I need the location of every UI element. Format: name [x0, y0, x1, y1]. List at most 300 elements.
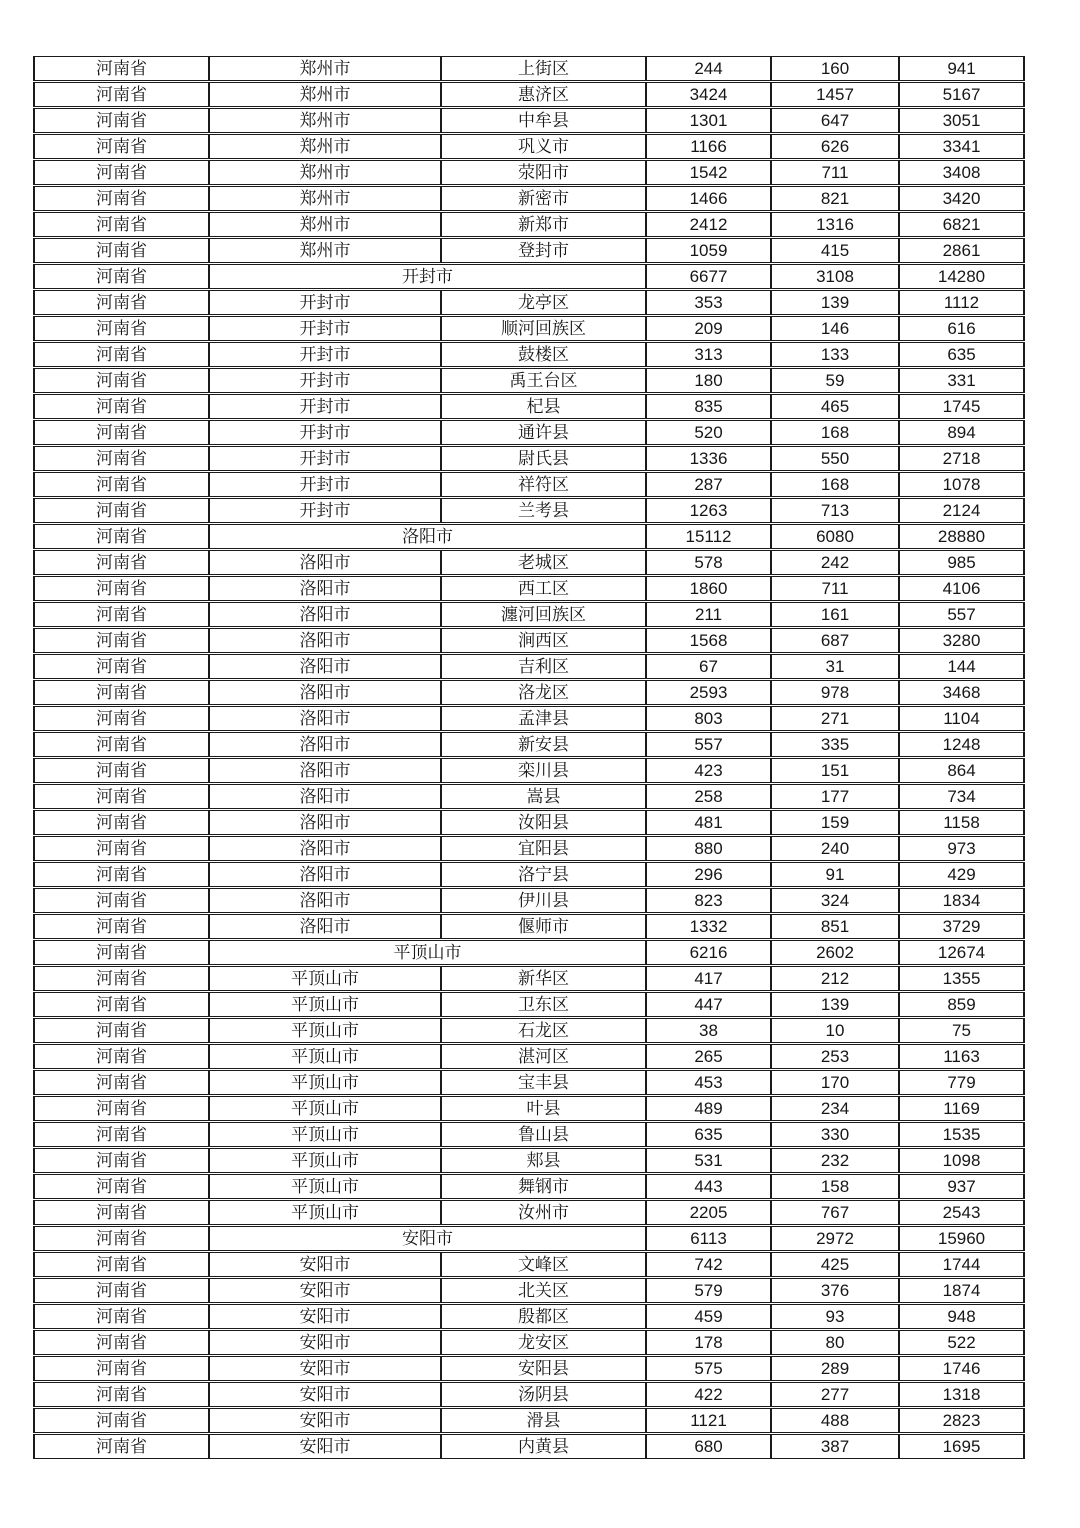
value-cell-3: 3280	[900, 628, 1025, 653]
value-cell-3: 1112	[900, 290, 1025, 315]
value-cell-1: 481	[647, 810, 772, 835]
province-cell: 河南省	[33, 1382, 210, 1407]
district-cell: 新郑市	[442, 212, 647, 237]
table-row	[33, 628, 1025, 653]
table-body	[33, 56, 1025, 1459]
value-cell-3: 522	[900, 1330, 1025, 1355]
table-row	[33, 1408, 1025, 1433]
province-cell: 河南省	[33, 290, 210, 315]
value-cell-2: 687	[772, 628, 900, 653]
value-cell-3: 14280	[900, 264, 1025, 289]
table-row	[33, 1044, 1025, 1069]
province-cell: 河南省	[33, 82, 210, 107]
district-cell: 滑县	[442, 1408, 647, 1433]
value-cell-3: 948	[900, 1304, 1025, 1329]
district-cell: 兰考县	[442, 498, 647, 523]
value-cell-3: 3341	[900, 134, 1025, 159]
value-cell-2: 10	[772, 1018, 900, 1043]
value-cell-2: 767	[772, 1200, 900, 1225]
value-cell-1: 557	[647, 732, 772, 757]
city-cell: 平顶山市	[210, 1044, 442, 1069]
district-cell: 宝丰县	[442, 1070, 647, 1095]
value-cell-2: 626	[772, 134, 900, 159]
district-cell: 石龙区	[442, 1018, 647, 1043]
value-cell-1: 443	[647, 1174, 772, 1199]
city-summary-cell: 洛阳市	[210, 524, 647, 549]
value-cell-3: 973	[900, 836, 1025, 861]
province-cell: 河南省	[33, 914, 210, 939]
value-cell-3: 1535	[900, 1122, 1025, 1147]
value-cell-3: 2124	[900, 498, 1025, 523]
province-cell: 河南省	[33, 862, 210, 887]
city-cell: 平顶山市	[210, 1148, 442, 1173]
value-cell-2: 415	[772, 238, 900, 263]
value-cell-2: 335	[772, 732, 900, 757]
value-cell-1: 265	[647, 1044, 772, 1069]
district-cell: 鼓楼区	[442, 342, 647, 367]
city-cell: 平顶山市	[210, 1096, 442, 1121]
table-row	[33, 680, 1025, 705]
document-page	[33, 55, 1025, 1460]
table-row	[33, 446, 1025, 471]
value-cell-3: 3729	[900, 914, 1025, 939]
value-cell-2: 978	[772, 680, 900, 705]
city-cell: 洛阳市	[210, 888, 442, 913]
province-cell: 河南省	[33, 784, 210, 809]
table-row	[33, 290, 1025, 315]
city-cell: 洛阳市	[210, 836, 442, 861]
value-cell-3: 3051	[900, 108, 1025, 133]
value-cell-2: 158	[772, 1174, 900, 1199]
table-row	[33, 1148, 1025, 1173]
value-cell-2: 170	[772, 1070, 900, 1095]
value-cell-2: 31	[772, 654, 900, 679]
table-row	[33, 914, 1025, 939]
city-cell: 开封市	[210, 472, 442, 497]
city-cell: 洛阳市	[210, 680, 442, 705]
value-cell-3: 2543	[900, 1200, 1025, 1225]
value-cell-2: 159	[772, 810, 900, 835]
district-cell: 宜阳县	[442, 836, 647, 861]
value-cell-3: 1098	[900, 1148, 1025, 1173]
value-cell-2: 168	[772, 472, 900, 497]
province-cell: 河南省	[33, 264, 210, 289]
province-cell: 河南省	[33, 1174, 210, 1199]
district-cell: 安阳县	[442, 1356, 647, 1381]
city-cell: 洛阳市	[210, 810, 442, 835]
province-cell: 河南省	[33, 1304, 210, 1329]
province-cell: 河南省	[33, 160, 210, 185]
value-cell-2: 151	[772, 758, 900, 783]
value-cell-1: 6677	[647, 264, 772, 289]
value-cell-1: 459	[647, 1304, 772, 1329]
table-row	[33, 1356, 1025, 1381]
table-row	[33, 186, 1025, 211]
city-cell: 安阳市	[210, 1252, 442, 1277]
table-row	[33, 966, 1025, 991]
value-cell-3: 635	[900, 342, 1025, 367]
district-cell: 巩义市	[442, 134, 647, 159]
city-cell: 郑州市	[210, 186, 442, 211]
table-row	[33, 1252, 1025, 1277]
table-row	[33, 498, 1025, 523]
province-cell: 河南省	[33, 680, 210, 705]
district-cell: 卫东区	[442, 992, 647, 1017]
district-cell: 中牟县	[442, 108, 647, 133]
district-cell: 孟津县	[442, 706, 647, 731]
table-row	[33, 1330, 1025, 1355]
table-row	[33, 576, 1025, 601]
value-cell-1: 1542	[647, 160, 772, 185]
province-cell: 河南省	[33, 1434, 210, 1459]
table-row	[33, 134, 1025, 159]
value-cell-1: 6113	[647, 1226, 772, 1251]
value-cell-3: 1355	[900, 966, 1025, 991]
city-cell: 郑州市	[210, 108, 442, 133]
city-summary-row	[33, 524, 1025, 549]
table-row	[33, 238, 1025, 263]
city-summary-cell: 开封市	[210, 264, 647, 289]
value-cell-3: 144	[900, 654, 1025, 679]
value-cell-2: 1316	[772, 212, 900, 237]
value-cell-3: 15960	[900, 1226, 1025, 1251]
value-cell-2: 212	[772, 966, 900, 991]
value-cell-1: 1121	[647, 1408, 772, 1433]
value-cell-1: 313	[647, 342, 772, 367]
table-row	[33, 160, 1025, 185]
city-cell: 安阳市	[210, 1408, 442, 1433]
table-row	[33, 1018, 1025, 1043]
value-cell-2: 234	[772, 1096, 900, 1121]
value-cell-2: 647	[772, 108, 900, 133]
value-cell-2: 240	[772, 836, 900, 861]
table-row	[33, 212, 1025, 237]
value-cell-1: 180	[647, 368, 772, 393]
value-cell-2: 253	[772, 1044, 900, 1069]
district-cell: 嵩县	[442, 784, 647, 809]
district-cell: 栾川县	[442, 758, 647, 783]
value-cell-2: 425	[772, 1252, 900, 1277]
value-cell-1: 296	[647, 862, 772, 887]
value-cell-3: 941	[900, 56, 1025, 81]
city-cell: 洛阳市	[210, 914, 442, 939]
value-cell-3: 937	[900, 1174, 1025, 1199]
value-cell-2: 3108	[772, 264, 900, 289]
table-row	[33, 1278, 1025, 1303]
value-cell-3: 1745	[900, 394, 1025, 419]
value-cell-1: 2593	[647, 680, 772, 705]
province-cell: 河南省	[33, 108, 210, 133]
value-cell-2: 91	[772, 862, 900, 887]
city-cell: 平顶山市	[210, 1174, 442, 1199]
province-cell: 河南省	[33, 654, 210, 679]
province-cell: 河南省	[33, 576, 210, 601]
district-cell: 老城区	[442, 550, 647, 575]
province-cell: 河南省	[33, 1044, 210, 1069]
city-cell: 开封市	[210, 394, 442, 419]
table-row	[33, 732, 1025, 757]
value-cell-3: 12674	[900, 940, 1025, 965]
province-cell: 河南省	[33, 706, 210, 731]
city-cell: 洛阳市	[210, 628, 442, 653]
city-cell: 安阳市	[210, 1382, 442, 1407]
value-cell-2: 232	[772, 1148, 900, 1173]
city-cell: 安阳市	[210, 1278, 442, 1303]
district-cell: 郏县	[442, 1148, 647, 1173]
city-cell: 平顶山市	[210, 1200, 442, 1225]
value-cell-3: 557	[900, 602, 1025, 627]
value-cell-3: 1158	[900, 810, 1025, 835]
value-cell-3: 616	[900, 316, 1025, 341]
district-cell: 内黄县	[442, 1434, 647, 1459]
province-cell: 河南省	[33, 810, 210, 835]
district-cell: 新安县	[442, 732, 647, 757]
province-cell: 河南省	[33, 524, 210, 549]
value-cell-3: 1744	[900, 1252, 1025, 1277]
district-cell: 尉氏县	[442, 446, 647, 471]
value-cell-3: 2861	[900, 238, 1025, 263]
value-cell-1: 1059	[647, 238, 772, 263]
value-cell-1: 353	[647, 290, 772, 315]
value-cell-1: 579	[647, 1278, 772, 1303]
value-cell-1: 1336	[647, 446, 772, 471]
value-cell-1: 67	[647, 654, 772, 679]
value-cell-2: 821	[772, 186, 900, 211]
city-summary-row	[33, 940, 1025, 965]
value-cell-1: 1466	[647, 186, 772, 211]
district-cell: 洛龙区	[442, 680, 647, 705]
province-cell: 河南省	[33, 238, 210, 263]
province-cell: 河南省	[33, 186, 210, 211]
table-row	[33, 1070, 1025, 1095]
value-cell-2: 550	[772, 446, 900, 471]
table-row	[33, 472, 1025, 497]
value-cell-2: 1457	[772, 82, 900, 107]
district-cell: 文峰区	[442, 1252, 647, 1277]
table-row	[33, 56, 1025, 81]
value-cell-1: 1301	[647, 108, 772, 133]
province-cell: 河南省	[33, 212, 210, 237]
value-cell-1: 880	[647, 836, 772, 861]
value-cell-2: 80	[772, 1330, 900, 1355]
district-cell: 新密市	[442, 186, 647, 211]
value-cell-1: 287	[647, 472, 772, 497]
table-row	[33, 654, 1025, 679]
value-cell-2: 713	[772, 498, 900, 523]
value-cell-3: 28880	[900, 524, 1025, 549]
value-cell-2: 387	[772, 1434, 900, 1459]
value-cell-3: 894	[900, 420, 1025, 445]
province-cell: 河南省	[33, 732, 210, 757]
value-cell-1: 209	[647, 316, 772, 341]
city-cell: 洛阳市	[210, 732, 442, 757]
table-row	[33, 368, 1025, 393]
city-cell: 安阳市	[210, 1356, 442, 1381]
table-row	[33, 1174, 1025, 1199]
table-row	[33, 810, 1025, 835]
value-cell-3: 864	[900, 758, 1025, 783]
province-cell: 河南省	[33, 342, 210, 367]
value-cell-3: 1834	[900, 888, 1025, 913]
city-summary-cell: 安阳市	[210, 1226, 647, 1251]
province-cell: 河南省	[33, 368, 210, 393]
value-cell-3: 1318	[900, 1382, 1025, 1407]
value-cell-1: 520	[647, 420, 772, 445]
province-cell: 河南省	[33, 56, 210, 81]
value-cell-3: 3420	[900, 186, 1025, 211]
table-row	[33, 784, 1025, 809]
table-row	[33, 888, 1025, 913]
value-cell-1: 15112	[647, 524, 772, 549]
value-cell-1: 531	[647, 1148, 772, 1173]
value-cell-1: 1860	[647, 576, 772, 601]
district-cell: 杞县	[442, 394, 647, 419]
district-cell: 祥符区	[442, 472, 647, 497]
province-cell: 河南省	[33, 1278, 210, 1303]
city-cell: 洛阳市	[210, 550, 442, 575]
value-cell-1: 422	[647, 1382, 772, 1407]
district-cell: 西工区	[442, 576, 647, 601]
value-cell-2: 277	[772, 1382, 900, 1407]
value-cell-1: 1568	[647, 628, 772, 653]
province-cell: 河南省	[33, 758, 210, 783]
province-cell: 河南省	[33, 550, 210, 575]
province-cell: 河南省	[33, 498, 210, 523]
province-cell: 河南省	[33, 602, 210, 627]
table-row	[33, 1382, 1025, 1407]
table-row	[33, 550, 1025, 575]
district-cell: 惠济区	[442, 82, 647, 107]
district-cell: 湛河区	[442, 1044, 647, 1069]
province-cell: 河南省	[33, 888, 210, 913]
province-cell: 河南省	[33, 1096, 210, 1121]
value-cell-2: 289	[772, 1356, 900, 1381]
province-cell: 河南省	[33, 420, 210, 445]
value-cell-3: 1695	[900, 1434, 1025, 1459]
city-cell: 开封市	[210, 446, 442, 471]
value-cell-2: 168	[772, 420, 900, 445]
district-cell: 洛宁县	[442, 862, 647, 887]
value-cell-2: 139	[772, 992, 900, 1017]
value-cell-2: 488	[772, 1408, 900, 1433]
value-cell-1: 1332	[647, 914, 772, 939]
province-cell: 河南省	[33, 446, 210, 471]
table-row	[33, 108, 1025, 133]
district-cell: 北关区	[442, 1278, 647, 1303]
province-cell: 河南省	[33, 134, 210, 159]
table-row	[33, 1122, 1025, 1147]
table-row	[33, 316, 1025, 341]
city-cell: 平顶山市	[210, 1070, 442, 1095]
district-cell: 瀍河回族区	[442, 602, 647, 627]
value-cell-2: 376	[772, 1278, 900, 1303]
value-cell-1: 38	[647, 1018, 772, 1043]
district-cell: 登封市	[442, 238, 647, 263]
value-cell-2: 2972	[772, 1226, 900, 1251]
table-row	[33, 1304, 1025, 1329]
city-cell: 郑州市	[210, 56, 442, 81]
province-cell: 河南省	[33, 472, 210, 497]
city-summary-cell: 平顶山市	[210, 940, 647, 965]
province-cell: 河南省	[33, 1018, 210, 1043]
table-row	[33, 82, 1025, 107]
value-cell-1: 417	[647, 966, 772, 991]
city-cell: 洛阳市	[210, 758, 442, 783]
value-cell-3: 1104	[900, 706, 1025, 731]
district-cell: 鲁山县	[442, 1122, 647, 1147]
city-cell: 郑州市	[210, 160, 442, 185]
value-cell-3: 6821	[900, 212, 1025, 237]
district-cell: 顺河回族区	[442, 316, 647, 341]
value-cell-2: 146	[772, 316, 900, 341]
province-cell: 河南省	[33, 1148, 210, 1173]
province-cell: 河南省	[33, 1330, 210, 1355]
value-cell-3: 985	[900, 550, 1025, 575]
value-cell-1: 447	[647, 992, 772, 1017]
district-cell: 殷都区	[442, 1304, 647, 1329]
value-cell-2: 851	[772, 914, 900, 939]
value-cell-3: 429	[900, 862, 1025, 887]
table-row	[33, 836, 1025, 861]
city-cell: 洛阳市	[210, 706, 442, 731]
province-cell: 河南省	[33, 1408, 210, 1433]
value-cell-2: 242	[772, 550, 900, 575]
value-cell-1: 823	[647, 888, 772, 913]
value-cell-1: 2412	[647, 212, 772, 237]
city-cell: 安阳市	[210, 1330, 442, 1355]
value-cell-3: 859	[900, 992, 1025, 1017]
city-cell: 平顶山市	[210, 1018, 442, 1043]
value-cell-1: 178	[647, 1330, 772, 1355]
table-row	[33, 992, 1025, 1017]
value-cell-3: 1078	[900, 472, 1025, 497]
value-cell-1: 1166	[647, 134, 772, 159]
province-cell: 河南省	[33, 394, 210, 419]
value-cell-1: 244	[647, 56, 772, 81]
value-cell-2: 711	[772, 160, 900, 185]
district-cell: 新华区	[442, 966, 647, 991]
district-cell: 伊川县	[442, 888, 647, 913]
table-row	[33, 1200, 1025, 1225]
value-cell-3: 2823	[900, 1408, 1025, 1433]
value-cell-3: 734	[900, 784, 1025, 809]
city-cell: 郑州市	[210, 238, 442, 263]
district-cell: 叶县	[442, 1096, 647, 1121]
value-cell-3: 2718	[900, 446, 1025, 471]
table-row	[33, 602, 1025, 627]
district-cell: 上街区	[442, 56, 647, 81]
province-cell: 河南省	[33, 1252, 210, 1277]
city-cell: 开封市	[210, 342, 442, 367]
city-cell: 开封市	[210, 498, 442, 523]
value-cell-1: 258	[647, 784, 772, 809]
value-cell-2: 6080	[772, 524, 900, 549]
district-cell: 涧西区	[442, 628, 647, 653]
value-cell-3: 75	[900, 1018, 1025, 1043]
district-cell: 荥阳市	[442, 160, 647, 185]
city-cell: 洛阳市	[210, 602, 442, 627]
province-cell: 河南省	[33, 1356, 210, 1381]
city-cell: 平顶山市	[210, 1122, 442, 1147]
value-cell-1: 211	[647, 602, 772, 627]
value-cell-3: 3408	[900, 160, 1025, 185]
city-cell: 洛阳市	[210, 654, 442, 679]
value-cell-2: 139	[772, 290, 900, 315]
value-cell-3: 1169	[900, 1096, 1025, 1121]
value-cell-1: 453	[647, 1070, 772, 1095]
value-cell-1: 680	[647, 1434, 772, 1459]
value-cell-3: 4106	[900, 576, 1025, 601]
